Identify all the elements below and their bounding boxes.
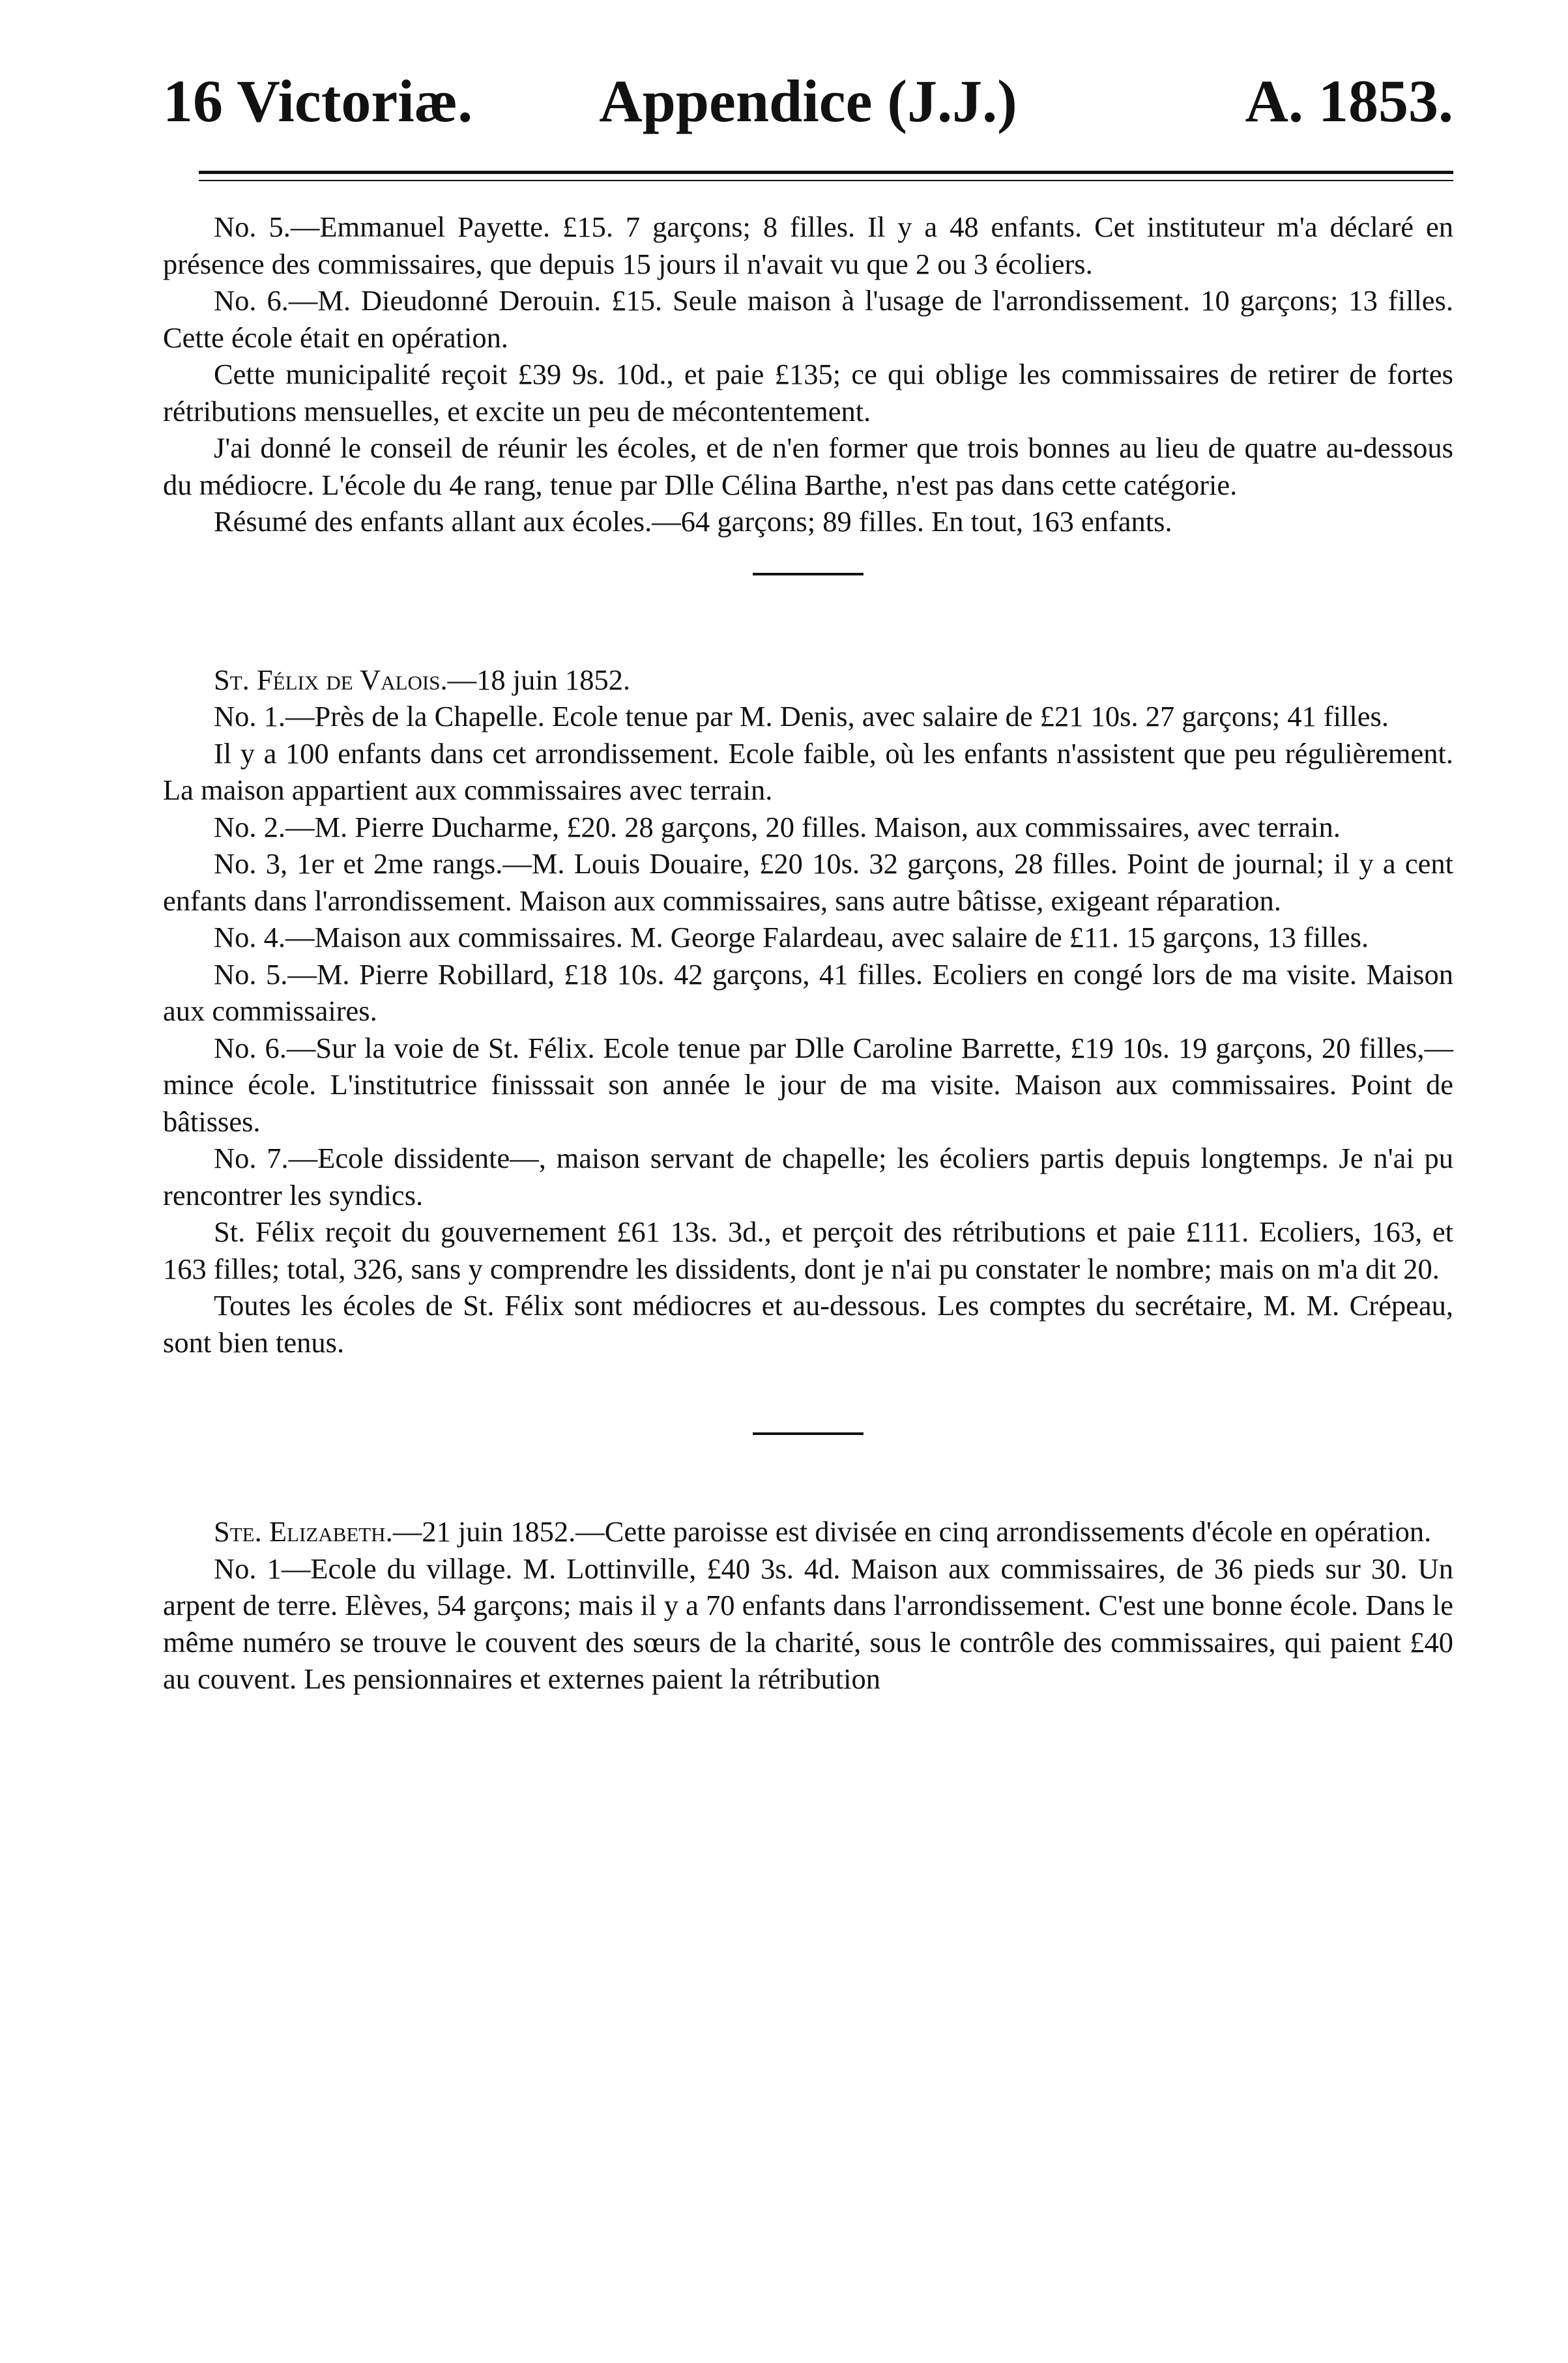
section-heading-name: Ste. Elizabeth.: [214, 1515, 393, 1548]
paragraph: No. 2.—M. Pierre Ducharme, £20. 28 garçons, 20 filles. Maison, aux commissaires, avec terrain.: [214, 810, 1341, 843]
paragraph: Il y a 100 enfants dans cet arrondissement. Ecole faible, où les enfants n'assistent que peu régulièrement. La maison appartient aux commissaires avec terrain.: [163, 736, 1453, 806]
paragraph: No. 5.—M. Pierre Robillard, £18 10s. 42 garçons, 41 filles. Ecoliers en congé lors de ma visite. Maison aux commissaires.: [163, 957, 1453, 1027]
section-divider: [753, 1432, 864, 1435]
section-heading-st-felix: [163, 661, 1453, 699]
body-text: [163, 209, 1453, 1698]
paragraph: No. 4.—Maison aux commissaires. M. George Falardeau, avec salaire de £11. 15 garçons, 13 filles.: [214, 921, 1369, 953]
paragraph: No. 1.—Près de la Chapelle. Ecole tenue par M. Denis, avec salaire de £21 10s. 27 garçons; 41 filles.: [214, 700, 1389, 732]
header-year: A. 1853.: [1245, 68, 1453, 134]
paragraph: No. 1—Ecole du village. M. Lottinville, £40 3s. 4d. Maison aux commissaires, de 36 pieds sur 30. Un arpent de terre. Elèves, 54 garçons; mais il y a 70 enfants dans l'arrondissement. C'est une bonne école. Dans le même numéro se trouve le couvent des sœurs de la charité, sous le contrôle des commissaires, qui paient £40 au couvent. Les pensionnaires et externes paient la rétribution: [163, 1552, 1453, 1695]
paragraph: Résumé des enfants allant aux écoles.—64 garçons; 89 filles. En tout, 163 enfants.: [214, 505, 1172, 538]
header-appendix-title: Appendice (J.J.): [599, 68, 1017, 134]
section-heading-date: —18 juin 1852.: [447, 663, 631, 696]
section-divider: [753, 573, 864, 575]
paragraph: No. 5.—Emmanuel Payette. £15. 7 garçons; 8 filles. Il y a 48 enfants. Cet instituteur m'a déclaré en présence des commissaires, que depuis 15 jours il n'avait vu que 2 ou 3 écoliers.: [163, 210, 1453, 280]
paragraph: Cette municipalité reçoit £39 9s. 10d., et paie £135; ce qui oblige les commissaires de retirer de fortes rétributions mensuelles, et excite un peu de mécontentement.: [163, 358, 1453, 428]
paragraph: St. Félix reçoit du gouvernement £61 13s. 3d., et perçoit des rétributions et paie £111. Ecoliers, 163, et 163 filles; total, 326, sans y comprendre les dissidents, dont je n'ai pu constater le nombre; mais on m'a dit 20.: [163, 1215, 1453, 1285]
paragraph: J'ai donné le conseil de réunir les écoles, et de n'en former que trois bonnes au lieu de quatre au-dessous du médiocre. L'école du 4e rang, tenue par Dlle Célina Barthe, n'est pas dans cette catégorie.: [163, 431, 1453, 501]
section-heading-name: St. Félix de Valois.: [214, 663, 448, 696]
section-heading-rest: —21 juin 1852.—Cette paroisse est divisée en cinq arrondissements d'école en opération.: [392, 1515, 1432, 1548]
paragraph: No. 6.—Sur la voie de St. Félix. Ecole tenue par Dlle Caroline Barrette, £19 10s. 19 garçons, 20 filles,—mince école. L'institutrice finisssait son année le jour de ma visite. Maison aux commissaires. Point de bâtisses.: [163, 1031, 1453, 1138]
paragraph: No. 6.—M. Dieudonné Derouin. £15. Seule maison à l'usage de l'arrondissement. 10 garçons; 13 filles. Cette école était en opération.: [163, 284, 1453, 354]
paragraph: No. 7.—Ecole dissidente—, maison servant de chapelle; les écoliers partis depuis longtemps. Je n'ai pu rencontrer les syndics.: [163, 1142, 1453, 1211]
paragraph: Toutes les écoles de St. Félix sont médiocres et au-dessous. Les comptes du secrétaire, M. M. Crépeau, sont bien tenus.: [163, 1289, 1453, 1359]
paragraph: No. 3, 1er et 2me rangs.—M. Louis Douaire, £20 10s. 32 garçons, 28 filles. Point de journal; il y a cent enfants dans l'arrondissement. Maison aux commissaires, sans autre bâtisse, exigeant réparation.: [163, 847, 1453, 917]
section-heading-ste-elizabeth: [163, 1513, 1453, 1550]
header-regnal-year: 16 Victoriæ.: [163, 68, 473, 134]
header-rule-thick: [199, 171, 1453, 174]
running-header: [163, 62, 1453, 140]
header-rule-thin: [199, 180, 1453, 181]
